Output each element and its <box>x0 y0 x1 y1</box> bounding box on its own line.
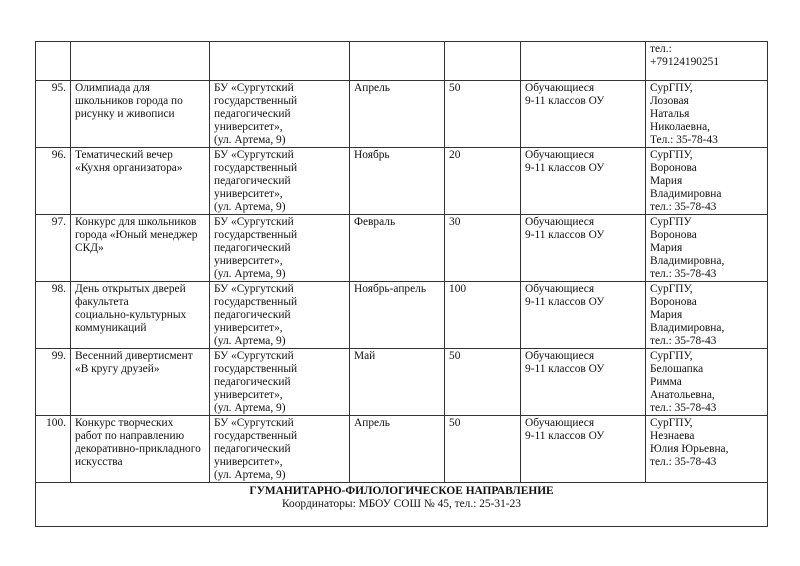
cell-num: 96. <box>36 148 71 215</box>
cell-organizer: БУ «Сургутский государственный педагогический университет», (ул. Артема, 9) <box>210 215 350 282</box>
section-coordinators: Координаторы: МБОУ СОШ № 45, тел.: 25-31-23 <box>282 498 521 510</box>
table-row <box>36 215 768 282</box>
cell-contact: СурГПУ, Воронова Мария Владимировна тел.: 35-78-43 <box>646 148 768 215</box>
cell-organizer: БУ «Сургутский государственный педагогический университет», (ул. Артема, 9) <box>210 349 350 416</box>
cell-participants <box>521 42 646 81</box>
cell-participants: Обучающиеся 9-11 классов ОУ <box>521 416 646 483</box>
cell-organizer <box>210 42 350 81</box>
cell-event: Тематический вечер «Кухня организатора» <box>71 148 210 215</box>
cell-date: Февраль <box>350 215 445 282</box>
table-row <box>36 81 768 148</box>
cell-count: 50 <box>445 81 521 148</box>
table-row <box>36 282 768 349</box>
cell-organizer: БУ «Сургутский государственный педагогический университет», (ул. Артема, 9) <box>210 81 350 148</box>
table-row <box>36 416 768 483</box>
cell-contact: СурГПУ, Белошапка Римма Анатольевна, тел.: 35-78-43 <box>646 349 768 416</box>
cell-event: День открытых дверей факультета социально-культурных коммуникаций <box>71 282 210 349</box>
cell-count: 30 <box>445 215 521 282</box>
cell-event <box>71 42 210 81</box>
cell-date <box>350 42 445 81</box>
cell-contact: СурГПУ, Незнаева Юлия Юрьевна, тел.: 35-78-43 <box>646 416 768 483</box>
cell-contact: СурГПУ Воронова Мария Владимировна, тел.: 35-78-43 <box>646 215 768 282</box>
table-row-continued <box>36 42 768 81</box>
cell-count <box>445 42 521 81</box>
cell-contact: тел.: +79124190251 <box>646 42 768 81</box>
cell-contact: СурГПУ, Лозовая Наталья Николаевна, Тел.: 35-78-43 <box>646 81 768 148</box>
cell-date: Ноябрь <box>350 148 445 215</box>
section-title: ГУМАНИТАРНО-ФИЛОЛОГИЧЕСКОЕ НАПРАВЛЕНИЕ <box>249 485 554 497</box>
table-row <box>36 148 768 215</box>
cell-participants: Обучающиеся 9-11 классов ОУ <box>521 282 646 349</box>
cell-date: Апрель <box>350 81 445 148</box>
cell-num: 97. <box>36 215 71 282</box>
cell-participants: Обучающиеся 9-11 классов ОУ <box>521 215 646 282</box>
cell-count: 50 <box>445 416 521 483</box>
cell-num: 98. <box>36 282 71 349</box>
section-header-row <box>36 483 768 527</box>
cell-event: Олимпиада для школьников города по рисунку и живописи <box>71 81 210 148</box>
cell-count: 20 <box>445 148 521 215</box>
cell-contact: СурГПУ, Воронова Мария Владимировна, тел.: 35-78-43 <box>646 282 768 349</box>
cell-event: Весенний дивертисмент «В кругу друзей» <box>71 349 210 416</box>
cell-num <box>36 42 71 81</box>
cell-organizer: БУ «Сургутский государственный педагогический университет», (ул. Артема, 9) <box>210 416 350 483</box>
cell-date: Май <box>350 349 445 416</box>
table-row <box>36 349 768 416</box>
cell-num: 100. <box>36 416 71 483</box>
cell-organizer: БУ «Сургутский государственный педагогический университет», (ул. Артема, 9) <box>210 282 350 349</box>
events-table <box>35 41 768 527</box>
section-header <box>36 483 768 527</box>
cell-num: 99. <box>36 349 71 416</box>
cell-event: Конкурс творческих работ по направлению декоративно-прикладного искусства <box>71 416 210 483</box>
cell-participants: Обучающиеся 9-11 классов ОУ <box>521 81 646 148</box>
cell-participants: Обучающиеся 9-11 классов ОУ <box>521 349 646 416</box>
cell-organizer: БУ «Сургутский государственный педагогический университет», (ул. Артема, 9) <box>210 148 350 215</box>
cell-count: 50 <box>445 349 521 416</box>
cell-event: Конкурс для школьников города «Юный менеджер СКД» <box>71 215 210 282</box>
cell-date: Апрель <box>350 416 445 483</box>
cell-num: 95. <box>36 81 71 148</box>
cell-participants: Обучающиеся 9-11 классов ОУ <box>521 148 646 215</box>
cell-count: 100 <box>445 282 521 349</box>
cell-date: Ноябрь-апрель <box>350 282 445 349</box>
